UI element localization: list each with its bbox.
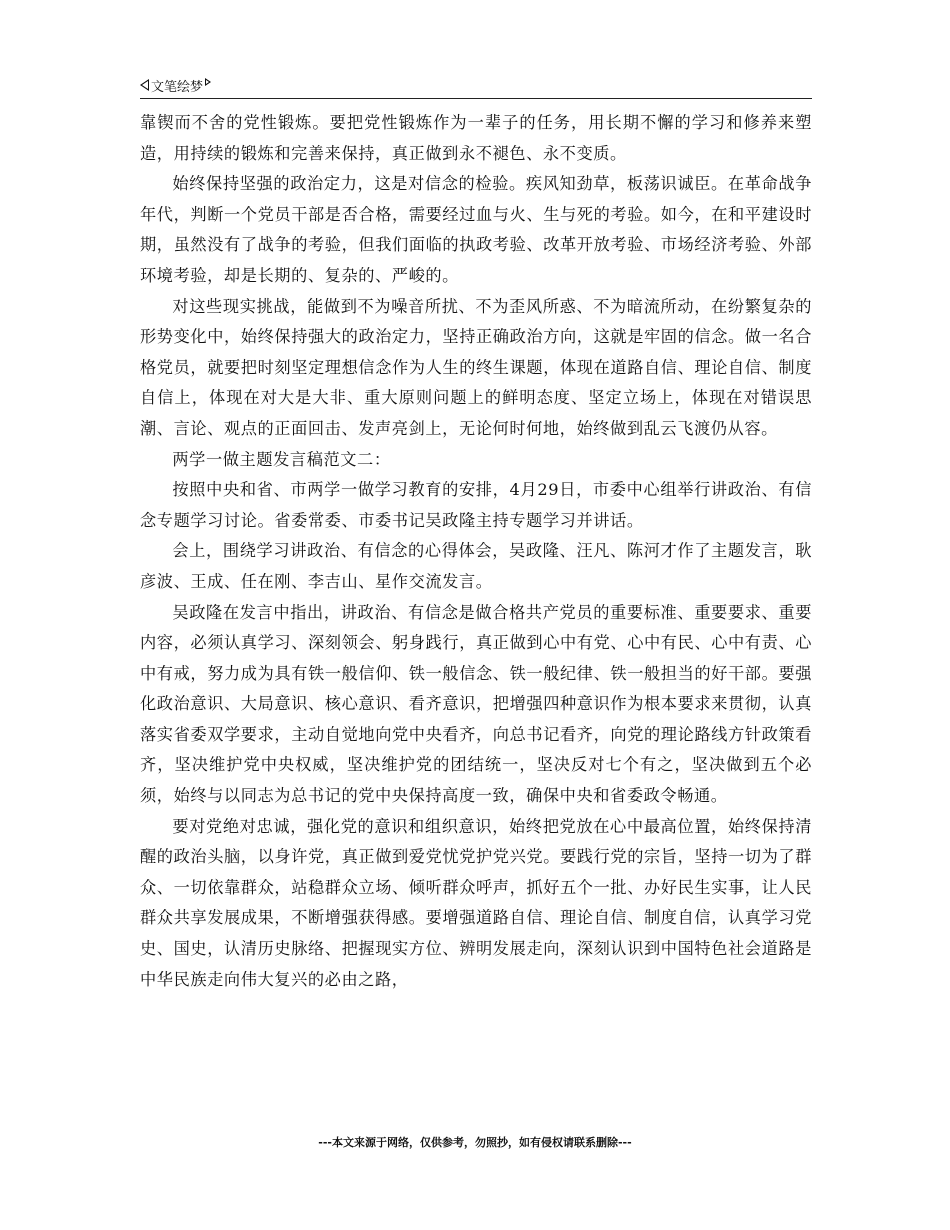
paragraph: 对这些现实挑战，能做到不为噪音所扰、不为歪风所惑、不为暗流所动，在纷繁复杂的形势变化中，始终保持强大的政治定力，坚持正确政治方向，这就是牢固的信念。做一名合格党员，就要把时刻坚定理想信念作为人生的终生课题，体现在道路自信、理论自信、制度自信上，体现在对大是大非、重大原则问题上的鲜明态度、坚定立场上，体现在对错误思潮、言论、观点的正面回击、发声亮剑上，无论何时何地，始终做到乱云飞渡仍从容。: [140, 296, 812, 438]
paragraph: 会上，围绕学习讲政治、有信念的心得体会，吴政隆、汪凡、陈河才作了主题发言，耿彦波、王成、任在刚、李吉山、星作交流发言。: [140, 541, 812, 591]
header-logo-text: 文笔绘梦: [151, 79, 204, 95]
document-body: [140, 108, 812, 995]
header-logo: [140, 74, 211, 96]
right-triangle-icon: [205, 78, 211, 86]
section-heading: 两学一做主题发言稿范文二：: [172, 449, 391, 469]
paragraph: 按照中央和省、市两学一做学习教育的安排，4月29日，市委中心组举行讲政治、有信念专题学习讨论。省委常委、市委书记吴政隆主持专题学习并讲话。: [140, 480, 812, 530]
left-triangle-icon: [140, 79, 149, 91]
paragraph: 吴政隆在发言中指出，讲政治、有信念是做合格共产党员的重要标准、重要要求、重要内容，必须认真学习、深刻领会、躬身践行，真正做到心中有党、心中有民、心中有责、心中有戒，努力成为具有铁一般信仰、铁一般信念、铁一般纪律、铁一般担当的好干部。要强化政治意识、大局意识、核心意识、看齐意识，把增强四种意识作为根本要求来贯彻，认真落实省委双学要求，主动自觉地向党中央看齐，向总书记看齐，向党的理论路线方针政策看齐，坚决维护党中央权威，坚决维护党的团结统一，坚决反对七个有之，坚决做到五个必须，始终与以同志为总书记的党中央保持高度一致，确保中央和省委政令畅通。: [140, 602, 812, 806]
paragraph: 要对党绝对忠诚，强化党的意识和组织意识，始终把党放在心中最高位置，始终保持清醒的政治头脑，以身许党，真正做到爱党忧党护党兴党。要践行党的宗旨，坚持一切为了群众、一切依靠群众，站稳群众立场、倾听群众呼声，抓好五个一批、办好民生实事，让人民群众共享发展成果，不断增强获得感。要增强道路自信、理论自信、制度自信，认真学习党史、国史，认清历史脉络、把握现实方位、辨明发展走向，深刻认识到中国特色社会道路是中华民族走向伟大复兴的必由之路，: [140, 816, 812, 989]
paragraph: 靠锲而不舍的党性锻炼。要把党性锻炼作为一辈子的任务，用长期不懈的学习和修养来塑造，用持续的锻炼和完善来保持，真正做到永不褪色、永不变质。: [140, 113, 812, 163]
page-footer: ---本文来源于网络，仅供参考，勿照抄，如有侵权请联系删除---: [318, 1136, 632, 1149]
page-header: [140, 74, 812, 99]
paragraph: 始终保持坚强的政治定力，这是对信念的检验。疾风知劲草，板荡识诚臣。在革命战争年代，判断一个党员干部是否合格，需要经过血与火、生与死的考验。如今，在和平建设时期，虽然没有了战争的考验，但我们面临的执政考验、改革开放考验、市场经济考验、外部环境考验，却是长期的、复杂的、严峻的。: [140, 174, 812, 285]
